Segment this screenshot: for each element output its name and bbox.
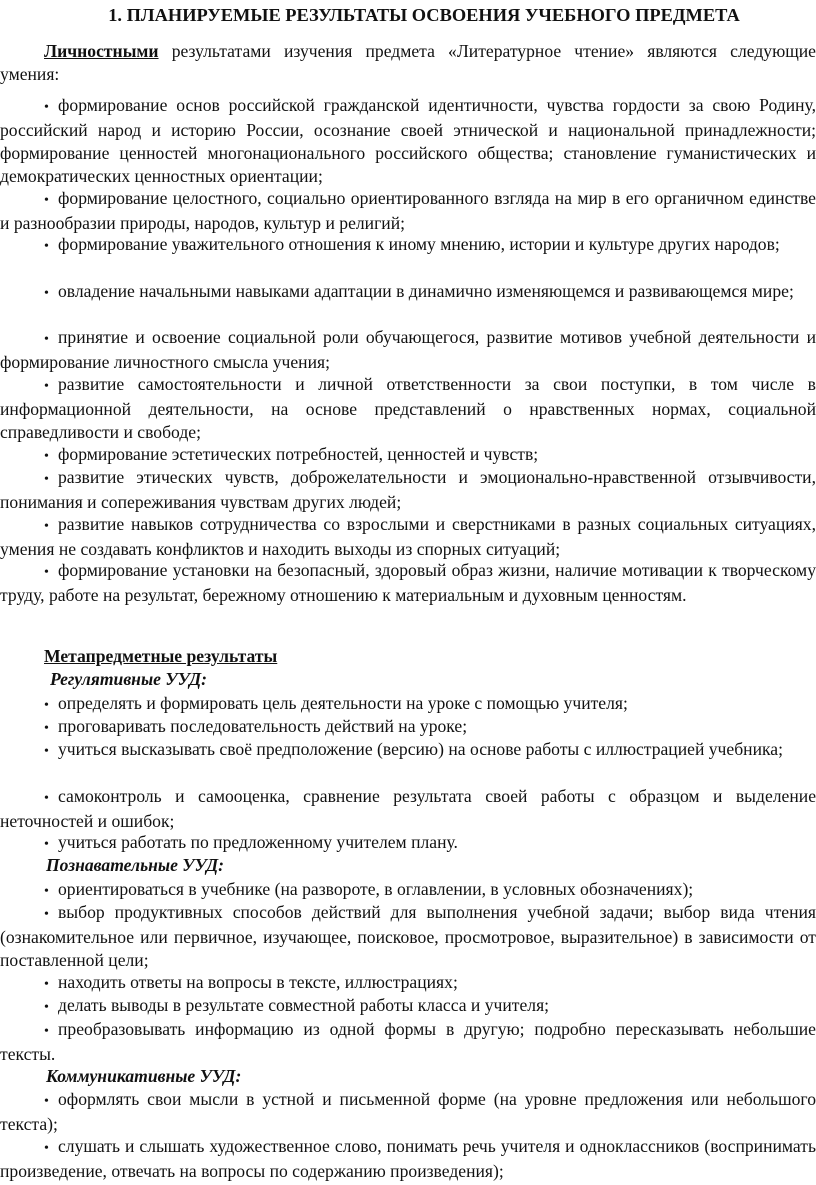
bullet-icon: •: [44, 907, 49, 922]
list-item: • формирование целостного, социально ориентированного взгляда на мир в его органичном единстве и разнообразии природы, народов, культур и религий;: [0, 188, 816, 233]
cognitive-heading: Познавательные УУД:: [46, 855, 224, 875]
communicative-heading: Коммуникативные УУД:: [46, 1066, 242, 1086]
bullet-icon: •: [44, 698, 49, 713]
bullet-icon: •: [44, 977, 49, 992]
bullet-icon: •: [44, 379, 49, 394]
bullet-icon: •: [44, 721, 49, 736]
bullet-icon: •: [44, 472, 49, 487]
personal-results-intro-text: результатами изучения предмета «Литературное чтение» являются следующие умения:: [0, 41, 816, 84]
list-item: • находить ответы на вопросы в тексте, иллюстрациях;: [0, 971, 816, 996]
bullet-icon: •: [44, 449, 49, 464]
document-title: 1. ПЛАНИРУЕМЫЕ РЕЗУЛЬТАТЫ ОСВОЕНИЯ УЧЕБНОГО ПРЕДМЕТА: [108, 5, 740, 25]
bullet-icon: •: [44, 1141, 49, 1156]
bullet-icon: •: [44, 1000, 49, 1015]
bullet-icon: •: [44, 565, 49, 580]
list-item: • принятие и освоение социальной роли обучающегося, развитие мотивов учебной деятельности и формирование личностного смысла учения;: [0, 327, 816, 372]
list-item: • ориентироваться в учебнике (на развороте, в оглавлении, в условных обозначениях);: [0, 878, 816, 903]
regulative-heading: Регулятивные УУД:: [50, 669, 208, 689]
bullet-icon: •: [44, 1094, 49, 1109]
list-item: • формирование уважительного отношения к иному мнению, истории и культуре других народов;: [0, 233, 816, 258]
bullet-icon: •: [44, 744, 49, 759]
list-item: • слушать и слышать художественное слово, понимать речь учителя и одноклассников (воспринимать произведение, отвечать на вопросы по содержанию произведения);: [0, 1136, 816, 1181]
list-item: • преобразовывать информацию из одной формы в другую; подробно пересказывать небольшие тексты.: [0, 1019, 816, 1064]
meta-results-heading: Метапредметные результаты: [44, 646, 278, 666]
list-item: • овладение начальными навыками адаптации в динамично изменяющемся и развивающемся мире;: [0, 280, 816, 305]
list-item: • развитие самостоятельности и личной ответственности за свои поступки, в том числе в информационной деятельности, на основе представлений о нравственных нормах, социальной справедливости и свободе;: [0, 374, 816, 442]
bullet-icon: •: [44, 100, 49, 115]
bullet-icon: •: [44, 239, 49, 254]
list-item: • формирование установки на безопасный, здоровый образ жизни, наличие мотивации к творческому труду, работе на результат, бережному отношению к материальным и духовным ценностям.: [0, 560, 816, 605]
personal-results-intro: [0, 40, 816, 86]
list-item: • выбор продуктивных способов действий для выполнения учебной задачи; выбор вида чтения (ознакомительное или первичное, изучающее, поисковое, просмотровое, выразительное) в зависимости от поставленной цели;: [0, 902, 816, 970]
list-item: • развитие навыков сотрудничества со взрослыми и сверстниками в разных социальных ситуациях, умения не создавать конфликтов и находить выходы из спорных ситуаций;: [0, 514, 816, 559]
list-item: • учиться работать по предложенному учителем плану.: [0, 831, 816, 856]
list-item: • развитие этических чувств, доброжелательности и эмоционально-нравственной отзывчивости, понимания и сопереживания чувствам других людей;: [0, 467, 816, 512]
bullet-icon: •: [44, 884, 49, 899]
list-item: • формирование эстетических потребностей, ценностей и чувств;: [0, 443, 816, 468]
list-item: • самоконтроль и самооценка, сравнение результата своей работы с образцом и выделение неточностей и ошибок;: [0, 786, 816, 831]
list-item: • определять и формировать цель деятельности на уроке с помощью учителя;: [0, 692, 816, 717]
bullet-icon: •: [44, 332, 49, 347]
bullet-icon: •: [44, 193, 49, 208]
bullet-icon: •: [44, 791, 49, 806]
list-item: • делать выводы в результате совместной работы класса и учителя;: [0, 994, 816, 1019]
list-item: • оформлять свои мысли в устной и письменной форме (на уровне предложения или небольшого текста);: [0, 1089, 816, 1134]
list-item: • проговаривать последовательность действий на уроке;: [0, 715, 816, 740]
bullet-icon: •: [44, 837, 49, 852]
list-item: • формирование основ российской гражданской идентичности, чувства гордости за свою Родину, российский народ и историю России, осознание своей этнической и национальной принадлежности; формирование ценностей многонационального российского общества; становление гуманистических и демократических ценностных ориентации;: [0, 95, 816, 186]
bullet-icon: •: [44, 286, 49, 301]
bullet-icon: •: [44, 519, 49, 534]
personal-results-label: Личностными: [44, 41, 159, 61]
bullet-icon: •: [44, 1024, 49, 1039]
list-item: • учиться высказывать своё предположение (версию) на основе работы с иллюстрацией учебника;: [0, 738, 816, 763]
